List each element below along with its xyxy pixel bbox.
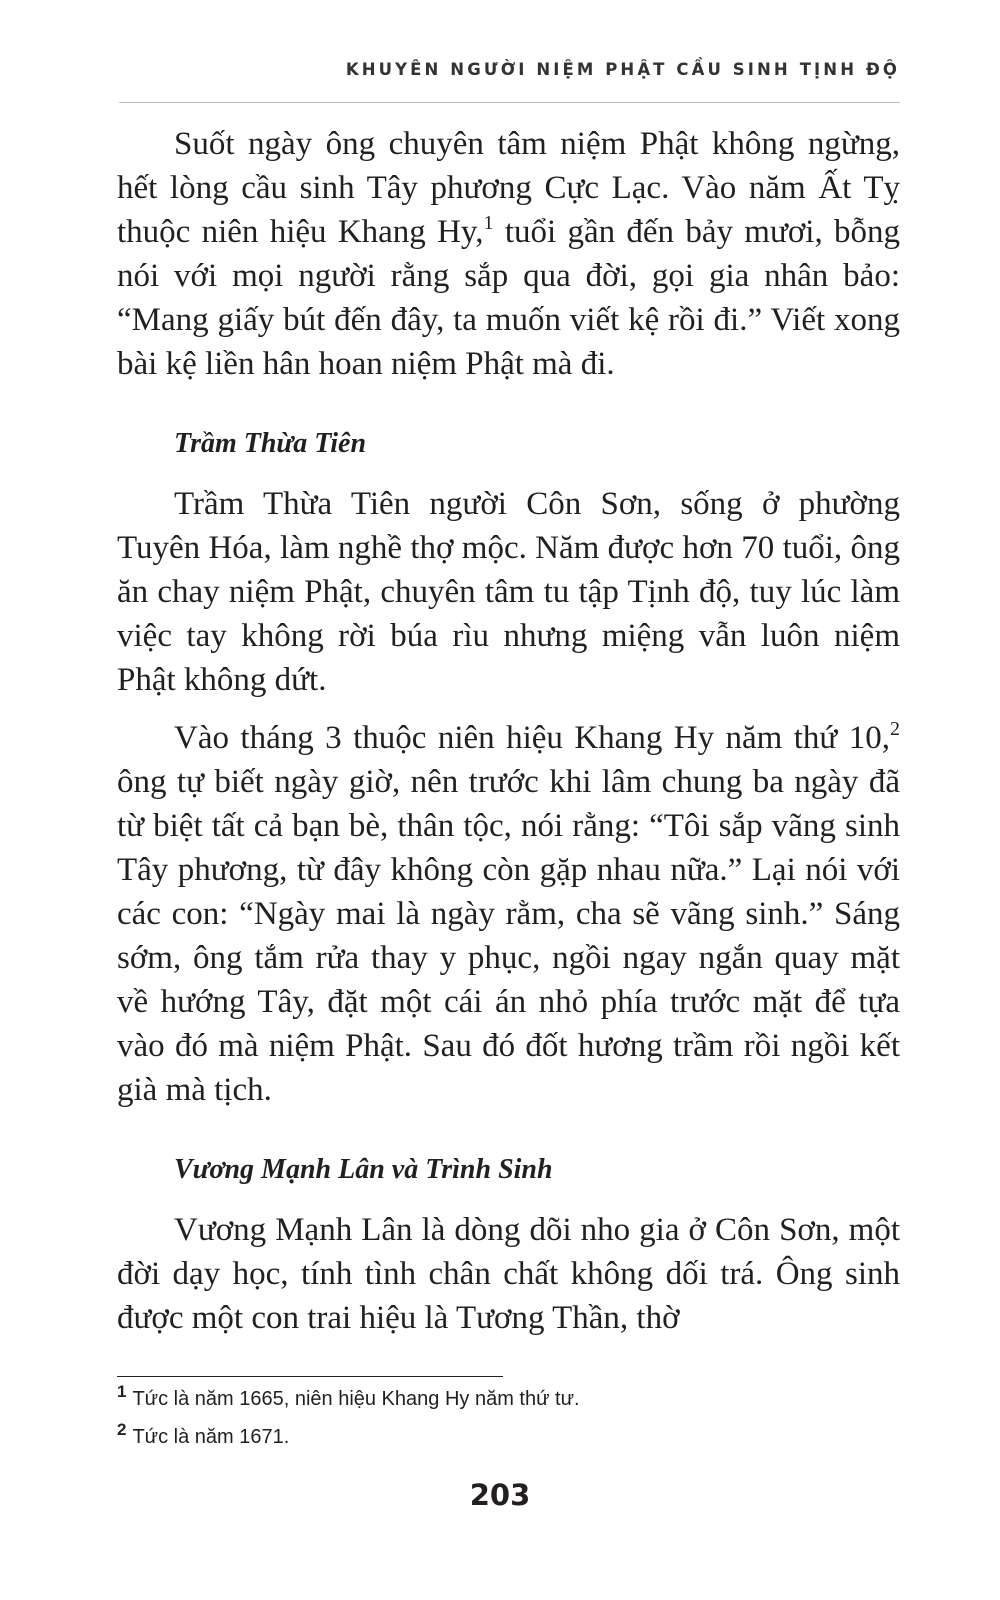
footnote-1: 1 Tức là năm 1665, niên hiệu Khang Hy năm thứ tư. bbox=[117, 1382, 580, 1410]
footnote-ref-1[interactable]: 1 bbox=[483, 212, 494, 234]
header-divider bbox=[119, 102, 900, 103]
page-number: 203 bbox=[469, 1478, 531, 1512]
page-body bbox=[117, 122, 900, 1340]
paragraph-1-text-b: tuổi gần đến bảy mươi, bỗng nói với mọi người rằng sắp qua đời, gọi gia nhân bảo: “Mang giấy bút đến đây, ta muốn viết kệ rồi đi.” Viết xong bài kệ liền hân hoan niệm Phật mà đi. bbox=[117, 214, 901, 382]
footnote-ref-2[interactable]: 2 bbox=[890, 718, 900, 740]
paragraph-4: Vương Mạnh Lân là dòng dõi nho gia ở Côn Sơn, một đời dạy học, tính tình chân chất không dối trá. Ông sinh được một con trai hiệu là Tương Thần, thờ bbox=[117, 1212, 900, 1336]
footnote-text-1: Tức là năm 1665, niên hiệu Khang Hy năm thứ tư. bbox=[132, 1388, 580, 1410]
paragraph-3-text-b: ông tự biết ngày giờ, nên trước khi lâm chung ba ngày đã từ biệt tất cả bạn bè, thân tộc, nói rằng: “Tôi sắp vãng sinh Tây phương, từ đây không còn gặp nhau nữa.” Lại nói với các con: “Ngày mai là ngày rằm, cha sẽ vãng sinh.” Sáng sớm, ông tắm rửa thay y phục, ngồi ngay ngắn quay mặt về hướng Tây, đặt một cái án nhỏ phía trước mặt để tựa vào đó mà niệm Phật. Sau đó đốt hương trầm rồi ngồi kết già mà tịch. bbox=[117, 764, 900, 1108]
footnotes bbox=[117, 1380, 900, 1456]
footnote-divider bbox=[117, 1376, 503, 1377]
paragraph-1-text-a: Suốt ngày ông chuyên tâm niệm Phật không ngừng, hết lòng cầu sinh Tây phương Cực Lạc. Vào năm Ất Tỵ thuộc niên hiệu Khang Hy, bbox=[117, 126, 900, 250]
footnote-2: 2 Tức là năm 1671. bbox=[117, 1420, 290, 1448]
paragraph-3-text-a: Vào tháng 3 thuộc niên hiệu Khang Hy năm thứ 10, bbox=[174, 720, 890, 756]
section-heading-tram-thua-tien: Trầm Thừa Tiên bbox=[174, 428, 367, 459]
footnote-text-2: Tức là năm 1671. bbox=[132, 1426, 290, 1448]
section-heading-vuong-manh-lan: Vương Mạnh Lân và Trình Sinh bbox=[174, 1154, 553, 1185]
paragraph-3 bbox=[117, 716, 900, 1112]
paragraph-2: Trầm Thừa Tiên người Côn Sơn, sống ở phường Tuyên Hóa, làm nghề thợ mộc. Năm được hơn 70 tuổi, ông ăn chay niệm Phật, chuyên tâm tu tập Tịnh độ, tuy lúc làm việc tay không rời búa rìu nhưng miệng vẫn luôn niệm Phật không dứt. bbox=[117, 486, 900, 698]
paragraph-1 bbox=[117, 122, 900, 386]
running-head: KHUYÊN NGƯỜI NIỆM PHẬT CẦU SINH TỊNH ĐỘ bbox=[345, 60, 900, 79]
